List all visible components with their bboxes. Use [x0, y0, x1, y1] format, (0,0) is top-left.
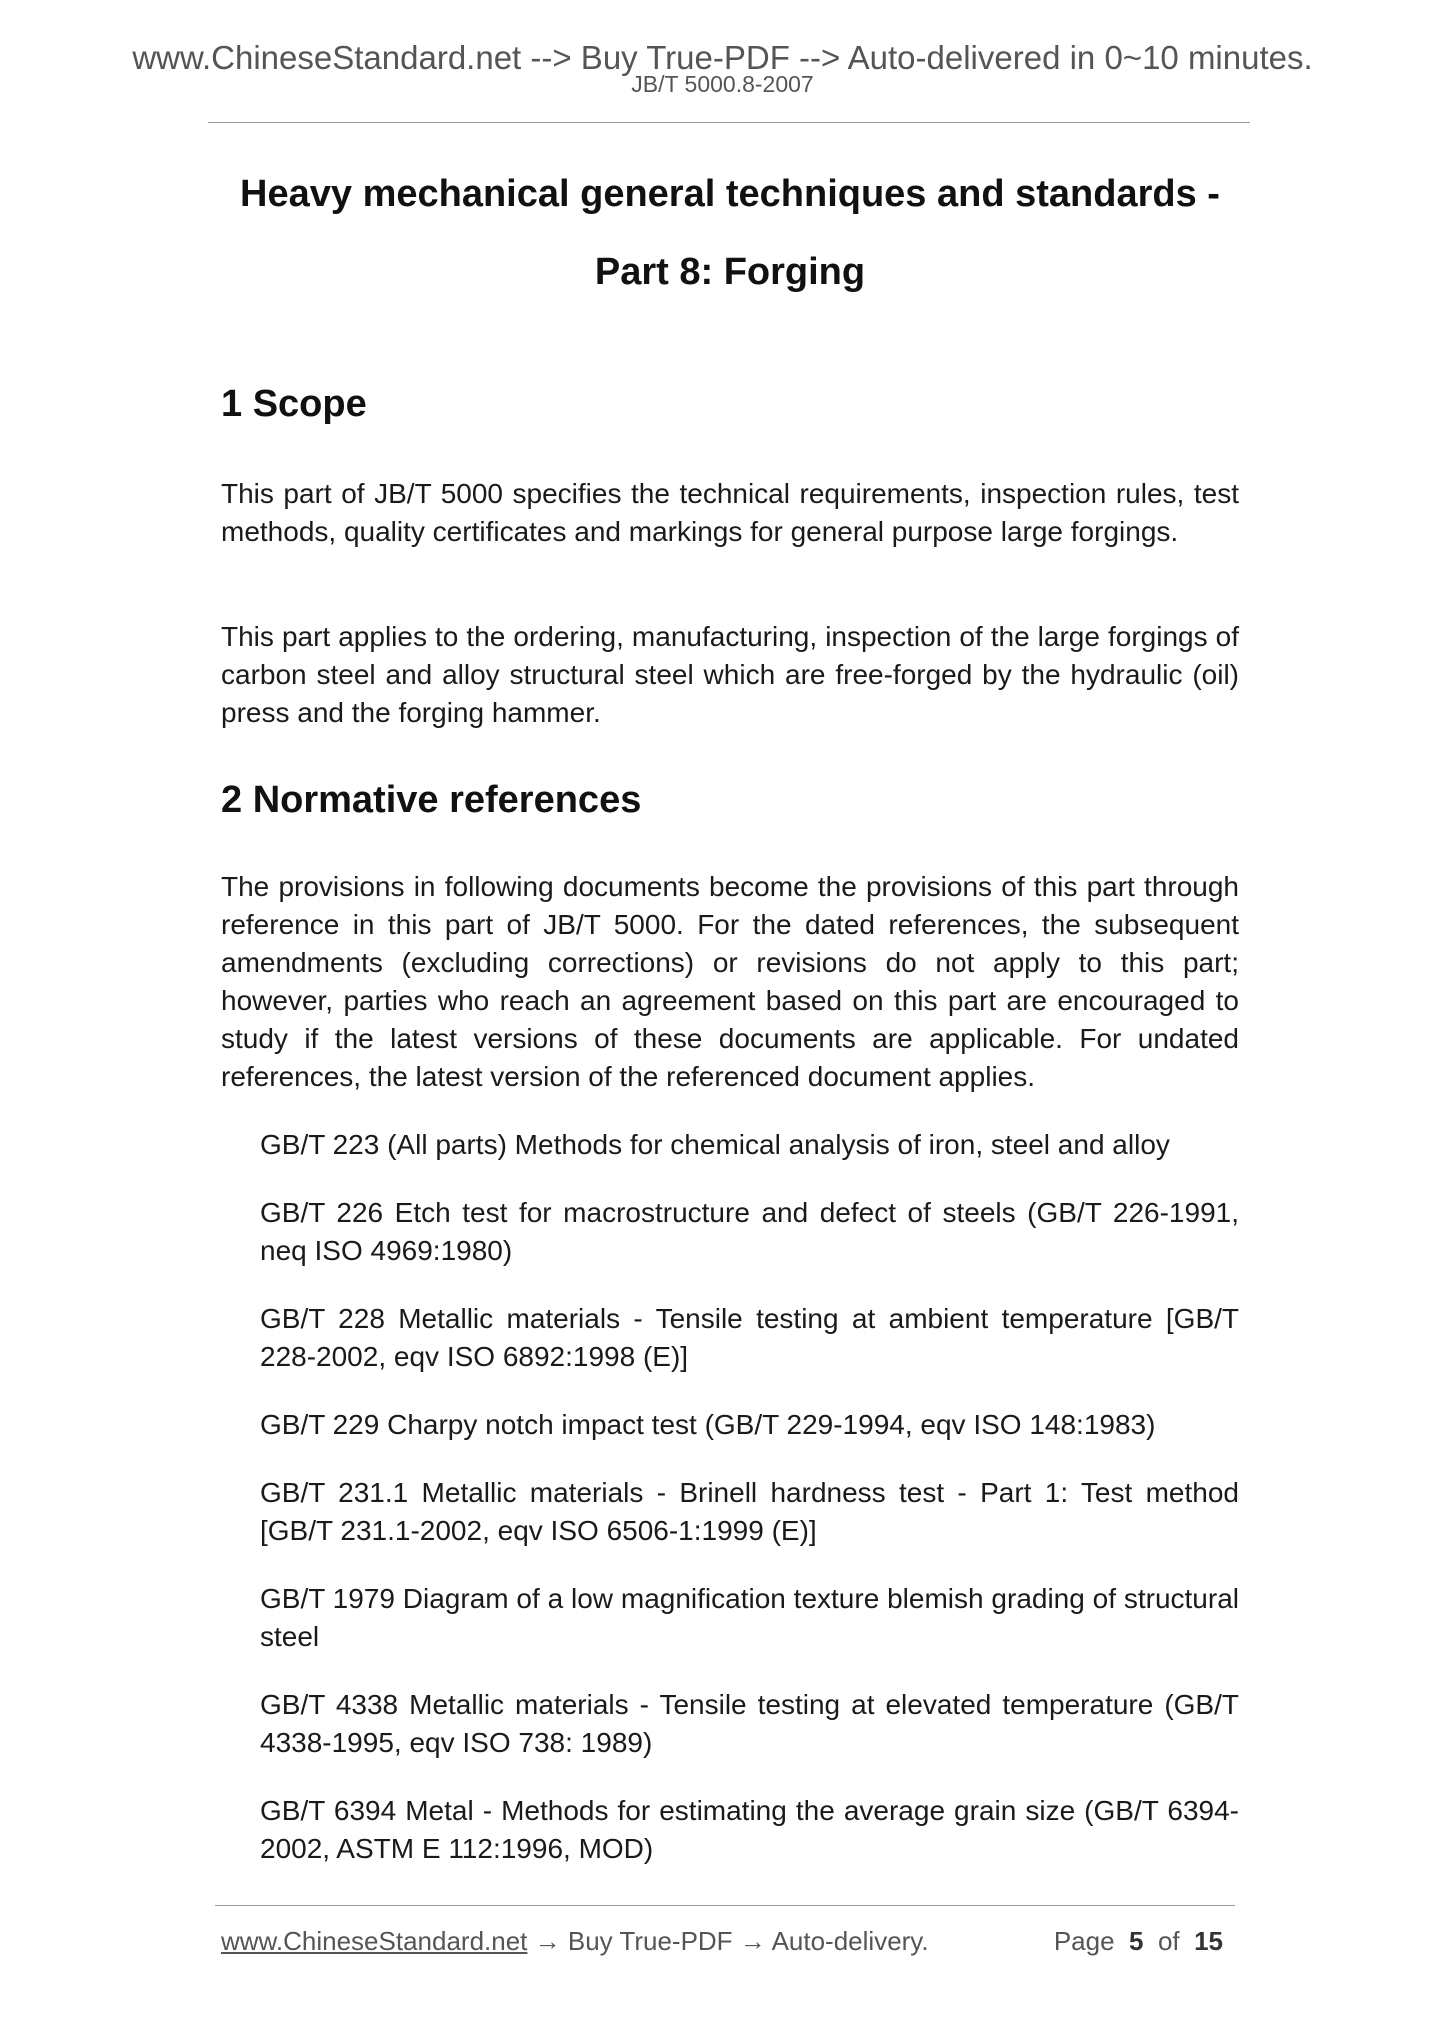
reference-item: GB/T 4338 Metallic materials - Tensile testing at elevated temperature (GB/T 4338-1995, eqv ISO 738: 1989)	[260, 1689, 1239, 1758]
reference-list	[260, 1126, 1239, 1898]
reference-item: GB/T 229 Charpy notch impact test (GB/T 229-1994, eqv ISO 148:1983)	[260, 1409, 1156, 1440]
page-total: 15	[1194, 1926, 1223, 1956]
doc-code: JB/T 5000.8-2007	[631, 71, 814, 97]
reference-item: GB/T 223 (All parts) Methods for chemical analysis of iron, steel and alloy	[260, 1129, 1170, 1160]
page-current: 5	[1129, 1926, 1144, 1956]
document-title-line-2: Part 8: Forging	[594, 251, 866, 293]
reference-item: GB/T 231.1 Metallic materials - Brinell hardness test - Part 1: Test method [GB/T 231.1-2002, eqv ISO 6506-1:1999 (E)]	[260, 1477, 1239, 1546]
footer-site-link[interactable]: www.ChineseStandard.net	[221, 1926, 528, 1956]
reference-item: GB/T 1979 Diagram of a low magnification texture blemish grading of structural steel	[260, 1583, 1239, 1652]
document-title-line-1: Heavy mechanical general techniques and standards -	[240, 173, 1220, 215]
reference-item: GB/T 228 Metallic materials - Tensile testing at ambient temperature [GB/T 228-2002, eqv ISO 6892:1998 (E)]	[260, 1303, 1239, 1372]
footer-divider	[215, 1905, 1235, 1906]
scope-paragraph-2: This part applies to the ordering, manufacturing, inspection of the large forgings of carbon steel and alloy structural steel which are free-forged by the hydraulic (oil) press and the forging hammer.	[221, 621, 1239, 728]
footer-tagline: → Buy True-PDF → Auto-delivery.	[527, 1926, 929, 1956]
section-heading-scope: 1 Scope	[221, 383, 367, 425]
reference-item: GB/T 6394 Metal - Methods for estimating the average grain size (GB/T 6394-2002, ASTM E 112:1996, MOD)	[260, 1795, 1239, 1864]
reference-item: GB/T 226 Etch test for macrostructure and defect of steels (GB/T 226-1991, neq ISO 4969:1980)	[260, 1197, 1239, 1266]
page-number	[1054, 1925, 1223, 1957]
footer-left	[221, 1925, 929, 1957]
normative-references-paragraph: The provisions in following documents become the provisions of this part through reference in this part of JB/T 5000. For the dated references, the subsequent amendments (excluding corrections) or revisions do not apply to this part; however, parties who reach an agreement based on this part are encouraged to study if the latest versions of these documents are applicable. For undated references, the latest version of the referenced document applies.	[221, 871, 1239, 1092]
header-divider	[208, 122, 1250, 123]
scope-paragraph-1: This part of JB/T 5000 specifies the technical requirements, inspection rules, test methods, quality certificates and markings for general purpose large forgings.	[221, 478, 1239, 547]
section-heading-normative-references: 2 Normative references	[221, 779, 642, 821]
page-of: of	[1157, 1926, 1180, 1956]
top-banner: www.ChineseStandard.net --> Buy True-PDF --> Auto-delivered in 0~10 minutes.	[132, 39, 1313, 76]
page-label: Page	[1053, 1926, 1115, 1956]
